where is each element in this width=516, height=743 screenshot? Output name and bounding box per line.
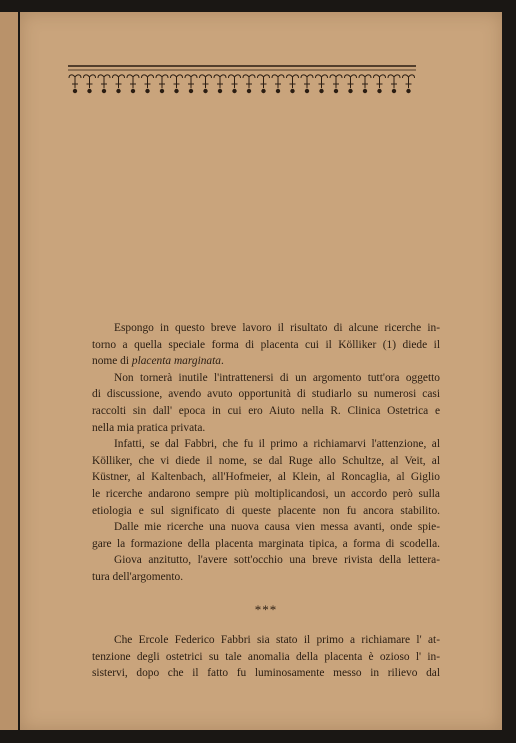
text-line: etiologia e sul significato di queste placente non fu ancora stabilito.	[92, 504, 440, 517]
text-line: tura dell'argomento.	[92, 570, 184, 583]
text-line: Giova anzitutto, l'avere sott'occhio una breve rivista della lettera-	[114, 554, 440, 567]
italic-term: placenta marginata	[131, 355, 221, 368]
section-separator: ***	[254, 601, 278, 617]
text-line: Infatti, se dal Fabbri, che fu il primo a richiamarvi l'attenzione, al	[114, 438, 440, 451]
text-line: Küstner, al Kaltenbach, all'Hofmeier, al Klein, al Roncaglia, al Giglio	[92, 471, 440, 484]
text-line: sistervi, dopo che il fatto fu luminosamente messo in rilievo dal	[92, 667, 440, 680]
text-line: di discussione, avendo avuto opportunità di studiarlo su numerosi casi	[92, 388, 440, 401]
text-line: tenzione degli ostetrici su tale anomalia della placenta è ozioso l' in-	[92, 650, 440, 663]
text-line: nome di placenta marginata.	[92, 355, 224, 368]
text-line: nella mia pratica privata.	[92, 421, 206, 434]
text-line: torno a quella speciale forma di placenta cui il Kölliker (1) diede il	[92, 338, 440, 351]
text-line: gare la formazione della placenta marginata tipica, a forma di scodella.	[92, 537, 440, 550]
text-line: Che Ercole Federico Fabbri sia stato il primo a richiamare l' at-	[114, 634, 440, 647]
ornamental-border-icon	[68, 64, 416, 98]
body-text	[92, 320, 440, 682]
text-line: le ricerche andarono sempre più moltiplicandosi, un accordo però sulla	[92, 487, 440, 500]
text-line: Non tornerà inutile l'intrattenersi di un argomento tutt'ora oggetto	[114, 371, 440, 384]
text-line: Dalle mie ricerche una nuova causa vien messa avanti, onde spie-	[114, 521, 440, 534]
document-page	[20, 12, 502, 730]
adjacent-page-edge	[0, 12, 18, 730]
text-line: Espongo in questo breve lavoro il risultato di alcune ricerche in-	[114, 322, 440, 334]
text-line: raccolti sin dall' epoca in cui ero Aiuto nella R. Clinica Ostetrica e	[92, 404, 440, 417]
text-line: Kölliker, che vi diede il nome, se dal Ruge allo Schultze, al Veit, al	[92, 454, 440, 467]
